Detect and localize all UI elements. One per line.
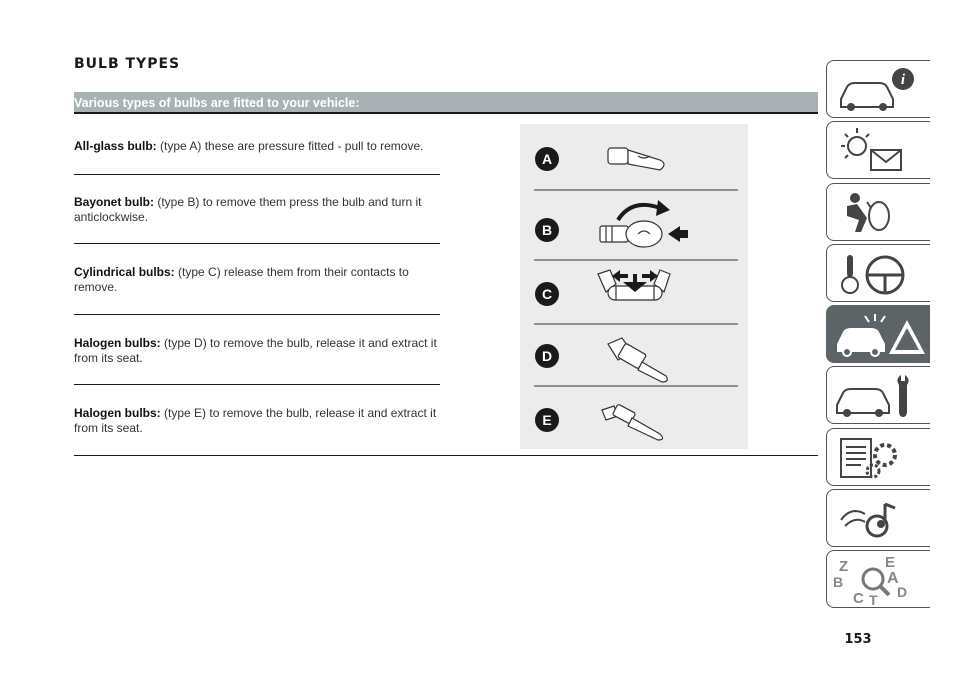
- entry-text: (type E) to remove the bulb, release it and extract it from its seat.: [74, 406, 437, 435]
- entry-term: Cylindrical bulbs:: [74, 265, 175, 279]
- label-d-badge: [535, 344, 559, 368]
- entry-term: All-glass bulb:: [74, 139, 157, 153]
- index-letter: T: [869, 592, 878, 608]
- entry-text: (type C) release them from their contacts to remove.: [74, 265, 409, 294]
- entry-cylindrical-bulbs: [74, 265, 440, 295]
- label-e-badge: [535, 408, 559, 432]
- car-info-icon: [827, 61, 931, 119]
- label-a-badge: [535, 147, 559, 171]
- arrow-head-icon: [656, 200, 670, 216]
- divider: [74, 384, 440, 385]
- index-letter: A: [887, 570, 899, 587]
- tab-warning-lights[interactable]: [826, 121, 930, 179]
- car-maintenance-icon: [827, 367, 931, 425]
- bayonet-bulb-drawing: [600, 221, 662, 247]
- label-b: B: [541, 222, 553, 238]
- halogen-bulb-e-drawing: [602, 404, 663, 440]
- index-letter: B: [833, 574, 844, 590]
- tab-technical-data[interactable]: [826, 428, 930, 486]
- rotate-arrow-icon: [618, 205, 660, 220]
- label-c-badge: [535, 282, 559, 306]
- tab-index[interactable]: [826, 550, 930, 608]
- bulb-types-figure: [520, 124, 748, 449]
- divider: [74, 314, 440, 315]
- warning-lights-icon: [827, 122, 931, 180]
- entry-text: (type D) to remove the bulb, release it and extract it from its seat.: [74, 336, 437, 365]
- tab-in-an-emergency[interactable]: [826, 305, 930, 363]
- entry-text: (type A) these are pressure fitted - pull to remove.: [160, 139, 424, 153]
- bottom-divider: [74, 455, 818, 456]
- divider: [74, 243, 440, 244]
- intro-banner: [74, 92, 818, 114]
- label-d: D: [541, 348, 553, 364]
- technical-data-icon: [827, 429, 931, 487]
- car-emergency-icon: [827, 306, 931, 364]
- index-letter: D: [897, 584, 908, 600]
- push-arrow-icon: [668, 226, 688, 242]
- safety-airbag-icon: [827, 184, 931, 242]
- tab-safety[interactable]: [826, 183, 930, 241]
- entry-all-glass-bulb: [74, 139, 440, 154]
- all-glass-bulb-drawing: [608, 148, 664, 170]
- halogen-bulb-d-drawing: [608, 338, 667, 382]
- tab-multimedia[interactable]: [826, 489, 930, 547]
- index-letter: C: [853, 590, 864, 607]
- page-title: BULB TYPES: [74, 56, 181, 72]
- entry-text: (type B) to remove them press the bulb and turn it anticlockwise.: [74, 195, 422, 224]
- key-steering-wheel-icon: [827, 245, 931, 303]
- divider: [74, 174, 440, 175]
- label-a: A: [541, 151, 553, 167]
- banner-text: Various types of bulbs are fitted to your vehicle:: [74, 96, 360, 110]
- index-icon: [827, 551, 931, 609]
- tab-knowing-your-car[interactable]: [826, 60, 930, 118]
- page-number: 153: [844, 632, 872, 647]
- tab-starting-and-driving[interactable]: [826, 244, 930, 302]
- tab-servicing-and-care[interactable]: [826, 366, 930, 424]
- index-letter: Z: [839, 558, 849, 575]
- entry-term: Bayonet bulb:: [74, 195, 154, 209]
- label-c: C: [541, 286, 553, 302]
- entry-halogen-bulbs-e: [74, 406, 440, 436]
- entry-halogen-bulbs-d: [74, 336, 440, 366]
- entry-term: Halogen bulbs:: [74, 336, 161, 350]
- bulb-illustration: [520, 124, 748, 449]
- label-b-badge: [535, 218, 559, 242]
- entry-bayonet-bulb: [74, 195, 440, 225]
- svg-text:i: i: [900, 72, 906, 88]
- index-letter: E: [885, 554, 896, 571]
- entry-term: Halogen bulbs:: [74, 406, 161, 420]
- label-e: E: [542, 412, 552, 428]
- multimedia-icon: [827, 490, 931, 548]
